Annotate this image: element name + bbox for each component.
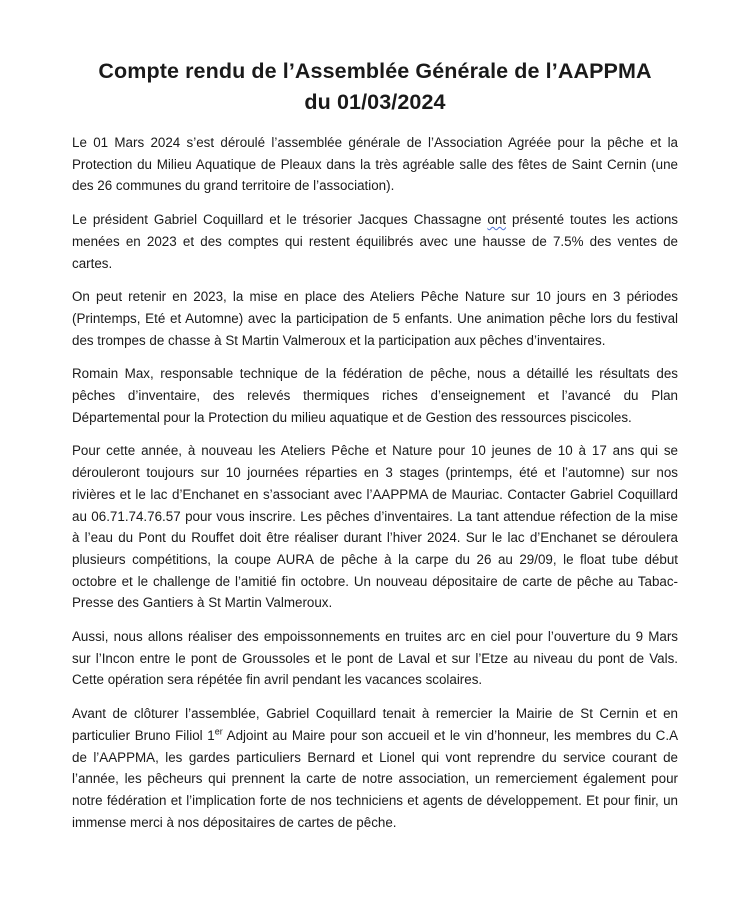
title-line-2: du 01/03/2024: [304, 90, 446, 114]
paragraph-2-text-before: Le président Gabriel Coquillard et le trésorier Jacques Chassagne: [72, 212, 488, 228]
paragraph-7-text-before: Avant de clôturer l’assemblée, Gabriel Coquillard tenait à remercier la Mairie de St Cernin et en particulier Bruno Filiol 1: [72, 706, 678, 743]
paragraph-4: Romain Max, responsable technique de la fédération de pêche, nous a détaillé les résultats des pêches d’inventaire, des relevés thermiques riches d’enseignement et l’avancé du Plan Départemental pour la Protection du milieu aquatique et de Gestion des ressources piscicoles.: [72, 366, 678, 425]
paragraph-3: On peut retenir en 2023, la mise en place des Ateliers Pêche Nature sur 10 jours en 3 périodes (Printemps, Eté et Automne) avec la participation de 5 enfants. Une animation pêche lors du festival des trompes de chasse à St Martin Valmeroux et la participation aux pêches d’inventaires.: [72, 289, 678, 348]
title-line-1: Compte rendu de l’Assemblée Générale de l’AAPPMA: [98, 59, 652, 83]
paragraph-2-text-after: présenté toutes les actions menées en 2023 et des comptes qui restent équilibrés avec une hausse de 7.5% des ventes de cartes.: [72, 212, 679, 271]
paragraph-2: [72, 209, 678, 274]
spellcheck-flagged-word[interactable]: ont: [487, 212, 507, 228]
paragraph-7: [72, 703, 678, 833]
paragraph-1: Le 01 Mars 2024 s’est déroulé l’assemblée générale de l’Association Agréée pour la pêche et la Protection du Milieu Aquatique de Pleaux dans la très agréable salle des fêtes de Saint Cernin (une des 26 communes du grand territoire de l’association).: [72, 135, 678, 194]
paragraph-5: Pour cette année, à nouveau les Ateliers Pêche et Nature pour 10 jeunes de 10 à 17 ans qui se dérouleront toujours sur 10 journées réparties en 3 stages (printemps, été et l’automne) sur nos rivières et le lac d’Enchanet en s’associant avec l’AAPPMA de Mauriac. Contacter Gabriel Coquillard au 06.71.74.76.57 pour vous inscrire. Les pêches d’inventaires. La tant attendue réfection de la mise à l’eau du Pont du Rouffet doit être réaliser durant l’hiver 2024. Sur le lac d’Enchanet se déroulera plusieurs compétitions, la coupe AURA de pêche à la carpe du 26 au 29/09, le float tube début octobre et le challenge de l’amitié fin octobre. Un nouveau dépositaire de carte de pêche au Tabac- Presse des Gantiers à St Martin Valmeroux.: [72, 443, 678, 611]
paragraph-6: Aussi, nous allons réaliser des empoissonnements en truites arc en ciel pour l’ouverture du 9 Mars sur l’Incon entre le pont de Groussoles et le pont de Laval et sur l’Etze au niveau du pont de Vals. Cette opération sera répétée fin avril pendant les vacances scolaires.: [72, 629, 678, 688]
ordinal-superscript: er: [214, 726, 223, 737]
document-title: [72, 56, 678, 118]
document-page: [72, 56, 678, 845]
paragraph-7-text-after: Adjoint au Maire pour son accueil et le vin d’honneur, les membres du C.A de l’AAPPMA, les gardes particuliers Bernard et Lionel qui vont reprendre du service courant de l’année, les pêcheurs qui prennent la carte de notre association, un remerciement également pour notre fédération et l’implication forte de nos techniciens et agents de développement. Et pour finir, un immense merci à nos dépositaires de cartes de pêche.: [72, 727, 678, 830]
